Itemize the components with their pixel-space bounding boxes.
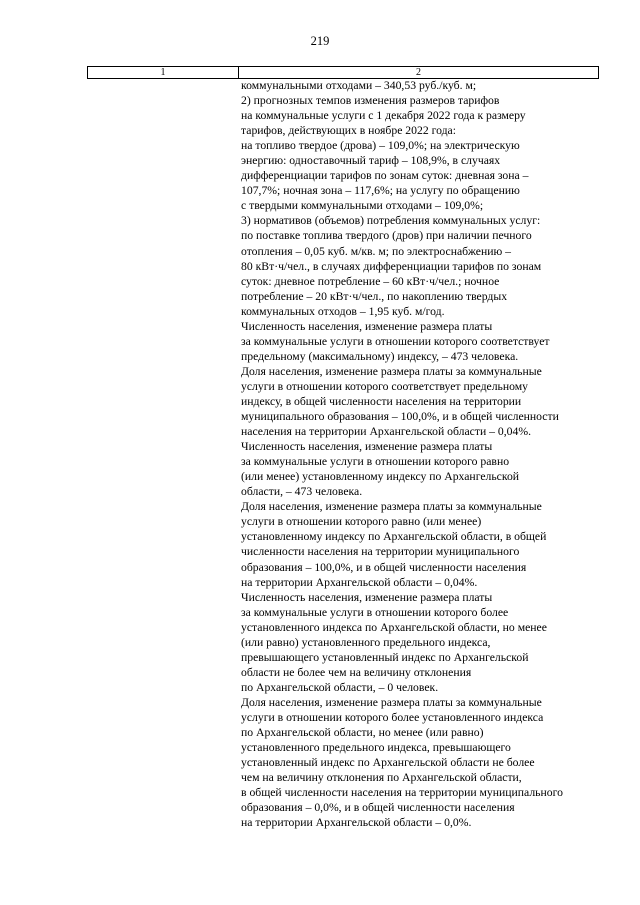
text-line: области не более чем на величину отклонения	[241, 665, 472, 679]
document-body	[241, 78, 611, 830]
text-line: за коммунальные услуги в отношении которого более	[241, 605, 509, 619]
text-line: (или равно) установленного предельного индекса,	[241, 635, 491, 649]
text-line: населения на территории Архангельской области – 0,04%.	[241, 425, 532, 439]
text-line: 80 кВт·ч/чел., в случаях дифференциации тарифов по зонам	[241, 259, 542, 273]
column-1-header: 1	[88, 67, 239, 79]
text-line: индексу, в общей численности населения на территории	[241, 394, 522, 408]
text-line: дифференциации тарифов по зонам суток: дневная зона –	[241, 169, 529, 183]
text-line: услуги в отношении которого равно (или менее)	[241, 515, 482, 529]
text-line: потребление – 20 кВт·ч/чел., по накоплению твердых	[241, 289, 508, 303]
text-line: Численность населения, изменение размера платы	[241, 440, 493, 454]
text-line: муниципального образования – 100,0%, и в общей численности	[241, 410, 559, 424]
text-line: отопления – 0,05 куб. м/кв. м; по электроснабжению –	[241, 244, 511, 258]
text-line: образования – 100,0%, и в общей численности населения	[241, 560, 527, 574]
text-line: с твердыми коммунальными отходами – 109,0%;	[241, 199, 484, 213]
text-line: Доля населения, изменение размера платы за коммунальные	[241, 500, 542, 514]
text-line: на территории Архангельской области – 0,0%.	[241, 816, 472, 830]
page-number: 219	[310, 34, 330, 48]
text-line: 2) прогнозных темпов изменения размеров тарифов	[241, 94, 500, 108]
text-line: установленного индекса по Архангельской области, но менее	[241, 620, 547, 634]
text-line: предельному (максимальному) индексу, – 473 человека.	[241, 349, 519, 363]
text-line: установленный индекс по Архангельской области не более	[241, 756, 535, 770]
text-line: установленного предельного индекса, превышающего	[241, 741, 511, 755]
text-line: суток: дневное потребление – 60 кВт·ч/чел.; ночное	[241, 274, 500, 288]
text-line: установленному индексу по Архангельской области, в общей	[241, 530, 547, 544]
text-line: Численность населения, изменение размера платы	[241, 590, 493, 604]
text-line: по Архангельской области, но менее (или равно)	[241, 726, 484, 740]
text-line: энергию: одноставочный тариф – 108,9%, в случаях	[241, 154, 501, 168]
column-2-header: 2	[239, 67, 599, 79]
text-line: услуги в отношении которого более установленного индекса	[241, 710, 544, 724]
text-line: на территории Архангельской области – 0,04%.	[241, 575, 478, 589]
text-line: Численность населения, изменение размера платы	[241, 319, 493, 333]
text-line: образования – 0,0%, и в общей численности населения	[241, 801, 515, 815]
text-line: (или менее) установленному индексу по Архангельской	[241, 470, 520, 484]
text-line: по Архангельской области, – 0 человек.	[241, 680, 439, 694]
text-line: коммунальными отходами – 340,53 руб./куб. м;	[241, 79, 477, 92]
text-line: в общей численности населения на территории муниципального	[241, 786, 563, 800]
text-line: тарифов, действующих в ноябре 2022 года:	[241, 124, 456, 138]
text-line: Доля населения, изменение размера платы за коммунальные	[241, 364, 542, 378]
text-line: за коммунальные услуги в отношении которого равно	[241, 455, 510, 469]
text-line: 107,7%; ночная зона – 117,6%; на услугу по обращению	[241, 184, 520, 198]
text-line: коммунальных отходов – 1,95 куб. м/год.	[241, 304, 445, 318]
text-line: превышающего установленный индекс по Архангельской	[241, 650, 529, 664]
text-line: на коммунальные услуги с 1 декабря 2022 года к размеру	[241, 109, 526, 123]
text-line: услуги в отношении которого соответствует предельному	[241, 379, 528, 393]
text-line: области, – 473 человека.	[241, 485, 363, 499]
text-line: 3) нормативов (объемов) потребления коммунальных услуг:	[241, 214, 541, 228]
text-line: за коммунальные услуги в отношении которого соответствует	[241, 334, 550, 348]
text-line: чем на величину отклонения по Архангельской области,	[241, 771, 522, 785]
text-line: Доля населения, изменение размера платы за коммунальные	[241, 695, 542, 709]
text-line: численности населения на территории муниципального	[241, 545, 520, 559]
text-line: по поставке топлива твердого (дров) при наличии печного	[241, 229, 532, 243]
text-line: на топливо твердое (дрова) – 109,0%; на электрическую	[241, 139, 520, 153]
